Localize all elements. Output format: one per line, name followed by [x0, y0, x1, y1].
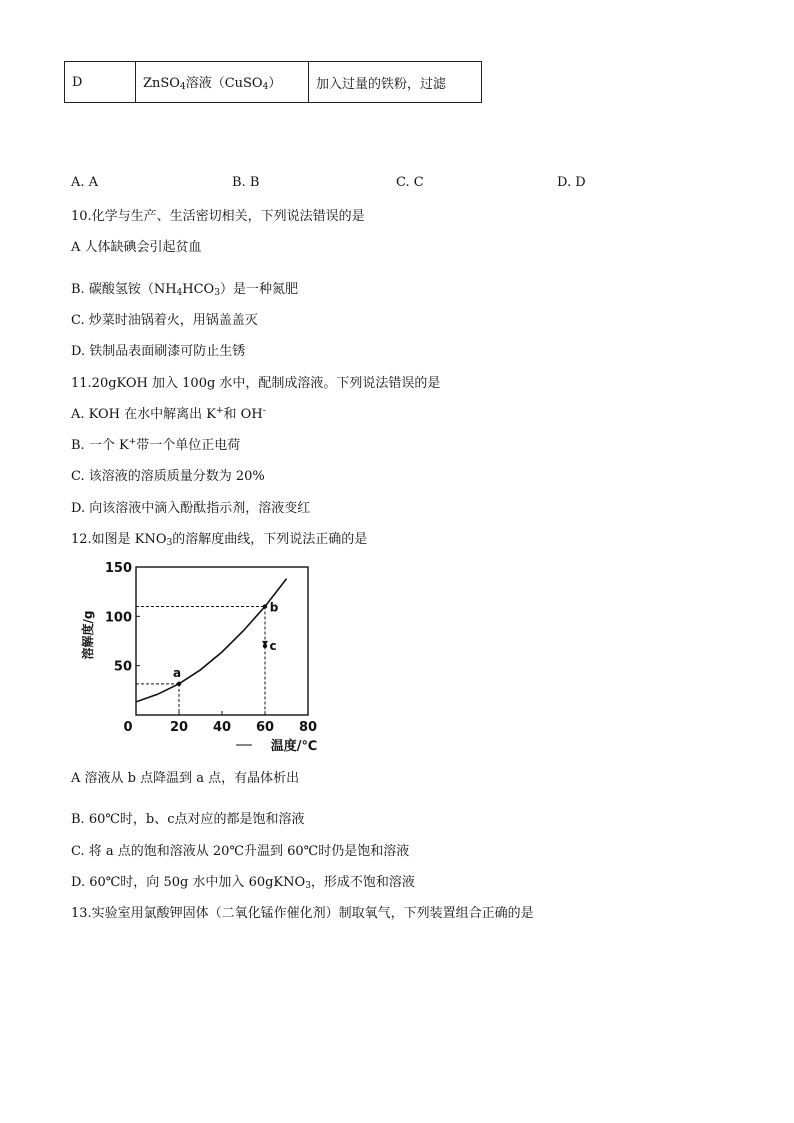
q13-stem: 13.实验室用氯酸钾固体（二氧化锰作催化剂）制取氧气，下列装置组合正确的是: [71, 906, 534, 921]
q10-option-a: A 人体缺碘会引起贫血: [71, 240, 202, 255]
row-method: 加入过量的铁粉，过滤: [309, 62, 482, 103]
row-solution: ZnSO$_4$溶液（CuSO$_4$）: [136, 62, 309, 103]
choice-b: B. B: [232, 175, 260, 190]
row-label: D: [65, 62, 136, 103]
point-label-b: b: [269, 600, 279, 615]
y-tick-label: 150: [104, 561, 132, 576]
point-a: [177, 682, 181, 686]
q10-option-d: D. 铁制品表面刷漆可防止生锈: [71, 344, 246, 359]
choice-c: C. C: [396, 175, 424, 190]
q11-option-a: A. KOH 在水中解离出 K+和 OH-: [71, 406, 266, 422]
q12-stem: 12.如图是 $KNO_3$的溶解度曲线，下列说法正确的是: [71, 532, 368, 548]
point-b: [263, 604, 267, 608]
q12-option-d: D. 60℃时，向 50g 水中加入 60gKNO$_3$，形成不饱和溶液: [71, 875, 415, 891]
q10-option-b: B. 碳酸氢铵$(NH_4HCO_3)$是一种氮肥: [71, 282, 298, 298]
solubility-chart: [70, 560, 330, 756]
options-table: [64, 61, 482, 103]
point-c: [263, 644, 267, 648]
q12-option-c: C. 将 a 点的饱和溶液从 20℃升温到 60℃时仍是饱和溶液: [71, 844, 410, 859]
q11-stem: 11.20gKOH 加入 100g 水中，配制成溶液。下列说法错误的是: [71, 376, 441, 391]
y-tick-label: 100: [104, 610, 132, 626]
y-tick-label: 50: [113, 659, 132, 675]
q10-stem: 10.化学与生产、生活密切相关，下列说法错误的是: [71, 209, 365, 224]
q10-option-c: C. 炒菜时油锅着火，用锅盖盖灭: [71, 313, 258, 328]
choice-d: D. D: [557, 175, 586, 190]
table-row: [65, 62, 482, 103]
x-tick-label: 60: [255, 720, 275, 735]
x-tick-label: 20: [169, 720, 189, 735]
point-label-c: c: [269, 638, 277, 653]
q11-option-b: B. 一个 K+带一个单位正电荷: [71, 437, 241, 453]
x-axis-label: 温度/℃: [270, 739, 318, 754]
q12-option-a: A 溶液从 b 点降温到 a 点，有晶体析出: [71, 771, 300, 786]
choice-a: A. A: [71, 175, 99, 190]
x-tick-label: 80: [298, 720, 318, 735]
q11-option-c: C. 该溶液的溶质质量分数为 20%: [71, 469, 265, 484]
x-tick-label: 40: [212, 720, 232, 735]
q12-option-b: B. 60℃时，b、c点对应的都是饱和溶液: [71, 812, 305, 827]
q11-option-d: D. 向该溶液中滴入酚酞指示剂，溶液变红: [71, 501, 311, 516]
point-label-a: a: [172, 665, 182, 680]
y-axis-label: 溶解度/g: [81, 610, 95, 660]
x-tick-label: 0: [123, 720, 133, 735]
